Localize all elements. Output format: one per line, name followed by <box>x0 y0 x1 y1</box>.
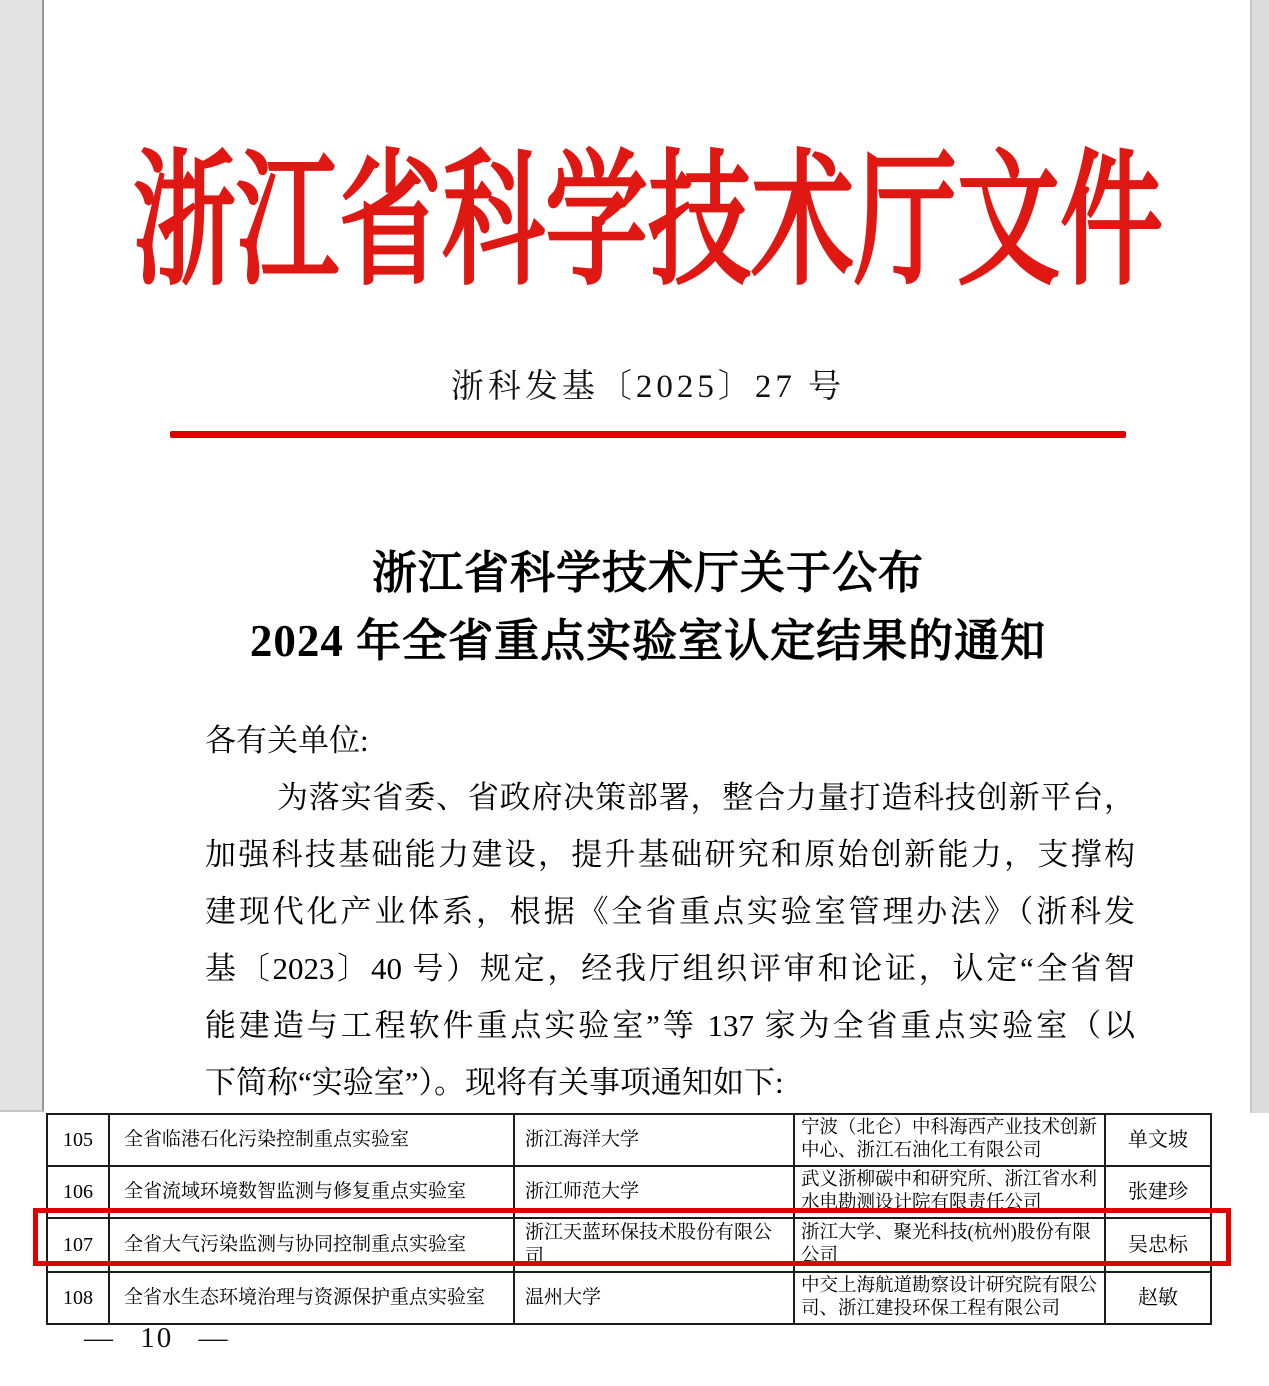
body-line: 为落实省委、省政府决策部署，整合力量打造科技创新平台， <box>277 780 1135 815</box>
doc-number: 浙科发基〔2025〕27 号 <box>450 369 846 405</box>
cell-index: 108 <box>47 1272 109 1324</box>
cell-director: 赵敏 <box>1105 1272 1211 1324</box>
cell-institution: 温州大学 <box>514 1272 794 1324</box>
page-number: — 10 — <box>84 1322 230 1354</box>
body-line: 下简称“实验室”）。现将有关事项通知如下: <box>205 1065 784 1100</box>
notice-heading-line2: 2024 年全省重点实验室认定结果的通知 <box>249 616 1047 666</box>
cell-index: 107 <box>47 1218 109 1272</box>
cell-institution: 浙江海洋大学 <box>514 1114 794 1166</box>
table-row-105 <box>47 1114 1211 1166</box>
doc-title: 浙江省科学技术厅文件 <box>133 141 1163 304</box>
cell-index: 106 <box>47 1166 109 1218</box>
body-line: 基〔2023〕40 号）规定，经我厅组织评审和论证，认定“全省智 <box>205 951 1135 986</box>
results-table <box>46 1113 1212 1325</box>
table-row-107 <box>47 1218 1211 1272</box>
cell-lab-name: 全省水生态环境治理与资源保护重点实验室 <box>109 1272 514 1324</box>
cell-director: 单文坡 <box>1105 1114 1211 1166</box>
table-row-106 <box>47 1166 1211 1218</box>
cell-institution: 浙江师范大学 <box>514 1166 794 1218</box>
page-right-margin <box>1250 0 1269 1113</box>
salutation: 各有关单位: <box>205 723 369 758</box>
notice-body <box>205 712 1135 1111</box>
cell-partners: 武义浙柳碳中和研究所、浙江省水利水电勘测设计院有限责任公司 <box>794 1166 1105 1218</box>
cell-partners: 中交上海航道勘察设计研究院有限公司、浙江建投环保工程有限公司 <box>794 1272 1105 1324</box>
cell-director: 张建珍 <box>1105 1166 1211 1218</box>
body-line: 能建造与工程软件重点实验室”等 137 家为全省重点实验室（以 <box>205 1008 1135 1043</box>
cell-lab-name: 全省临港石化污染控制重点实验室 <box>109 1114 514 1166</box>
cell-lab-name: 全省大气污染监测与协同控制重点实验室 <box>109 1218 514 1272</box>
cell-institution: 浙江天蓝环保技术股份有限公司 <box>514 1218 794 1272</box>
red-separator-line <box>170 431 1126 438</box>
cell-partners: 宁波（北仑）中科海西产业技术创新中心、浙江石油化工有限公司 <box>794 1114 1105 1166</box>
cell-index: 105 <box>47 1114 109 1166</box>
notice-heading-line1: 浙江省科学技术厅关于公布 <box>371 548 924 598</box>
body-line: 建现代化产业体系，根据《全省重点实验室管理办法》（浙科发 <box>205 894 1135 929</box>
cell-partners: 浙江大学、聚光科技(杭州)股份有限公司 <box>794 1218 1105 1272</box>
table-row-108 <box>47 1272 1211 1324</box>
cell-lab-name: 全省流域环境数智监测与修复重点实验室 <box>109 1166 514 1218</box>
page-left-margin <box>0 0 44 1112</box>
cell-director: 吴忠标 <box>1105 1218 1211 1272</box>
body-line: 加强科技基础能力建设，提升基础研究和原始创新能力，支撑构 <box>205 837 1135 872</box>
